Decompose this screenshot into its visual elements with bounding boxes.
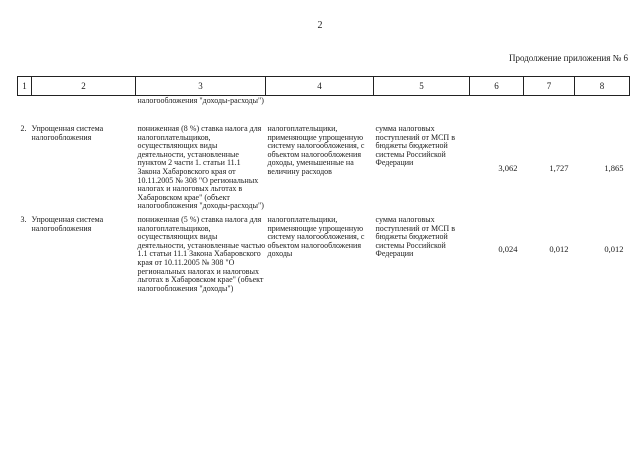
column-header: 4 xyxy=(266,77,374,96)
value-col-7: 1,727 xyxy=(549,163,569,174)
column-header: 3 xyxy=(136,77,266,96)
beneficiaries: налогоплательщики, применяющие упрощенную систему налогообложения, с объектом налогообложения доходы, уменьшенные на величину расходов xyxy=(267,124,365,176)
tax-regime: Упрощенная система налогообложения xyxy=(31,214,104,233)
appendix-continuation-note: Продолжение приложения № 6 xyxy=(508,53,628,63)
column-header: 5 xyxy=(374,77,470,96)
benefit-description: пониженная (8 %) ставка налога для налогоплательщиков, осуществляющих виды деятельности, установленные пунктом 2 части 1. статьи 11.1 Закона Хабаровского края от 10.11.2005 № 308 "О региональных налогах и налоговых льготах в Хабаровском крае" (объект налогообложения "доходы-расходы") xyxy=(137,124,264,211)
column-header: 2 xyxy=(32,77,136,96)
appendix-table xyxy=(17,76,630,293)
table-row xyxy=(18,120,630,211)
table-row-continuation xyxy=(18,96,630,121)
table-row xyxy=(18,211,630,293)
value-col-8: 1,865 xyxy=(604,163,624,174)
column-header: 1 xyxy=(18,77,32,96)
row-number: 2. xyxy=(20,124,27,133)
column-header: 7 xyxy=(524,77,575,96)
page-number: 2 xyxy=(317,20,323,31)
value-col-8: 0,012 xyxy=(604,243,624,254)
beneficiaries: налогоплательщики, применяющие упрощенную систему налогообложения, с объектом налогообложения доходы xyxy=(267,214,365,259)
table-header-row xyxy=(18,77,630,96)
column-header: 8 xyxy=(575,77,630,96)
tax-regime: Упрощенная система налогообложения xyxy=(31,124,104,142)
row-number: 3. xyxy=(20,214,27,224)
continued-description-text: налогообложения "доходы-расходы") xyxy=(137,96,264,105)
value-col-6: 0,024 xyxy=(498,243,518,254)
benefit-description: пониженная (5 %) ставка налога для налогоплательщиков, осуществляющих виды деятельности, установленные частью 1.1 статьи 11.1 Закона Хабаровского края от 10.11.2005 № 308 "О региональных налогах и налоговых льготах в Хабаровском крае" (объект налогообложения "доходы") xyxy=(137,214,266,293)
value-col-6: 3,062 xyxy=(498,163,518,174)
indicator: сумма налоговых поступлений от МСП в бюджеты бюджетной системы Российской Федерации xyxy=(375,124,455,168)
value-col-7: 0,012 xyxy=(549,243,569,254)
indicator: сумма налоговых поступлений от МСП в бюджеты бюджетной системы Российской Федерации xyxy=(375,214,455,259)
column-header: 6 xyxy=(470,77,524,96)
